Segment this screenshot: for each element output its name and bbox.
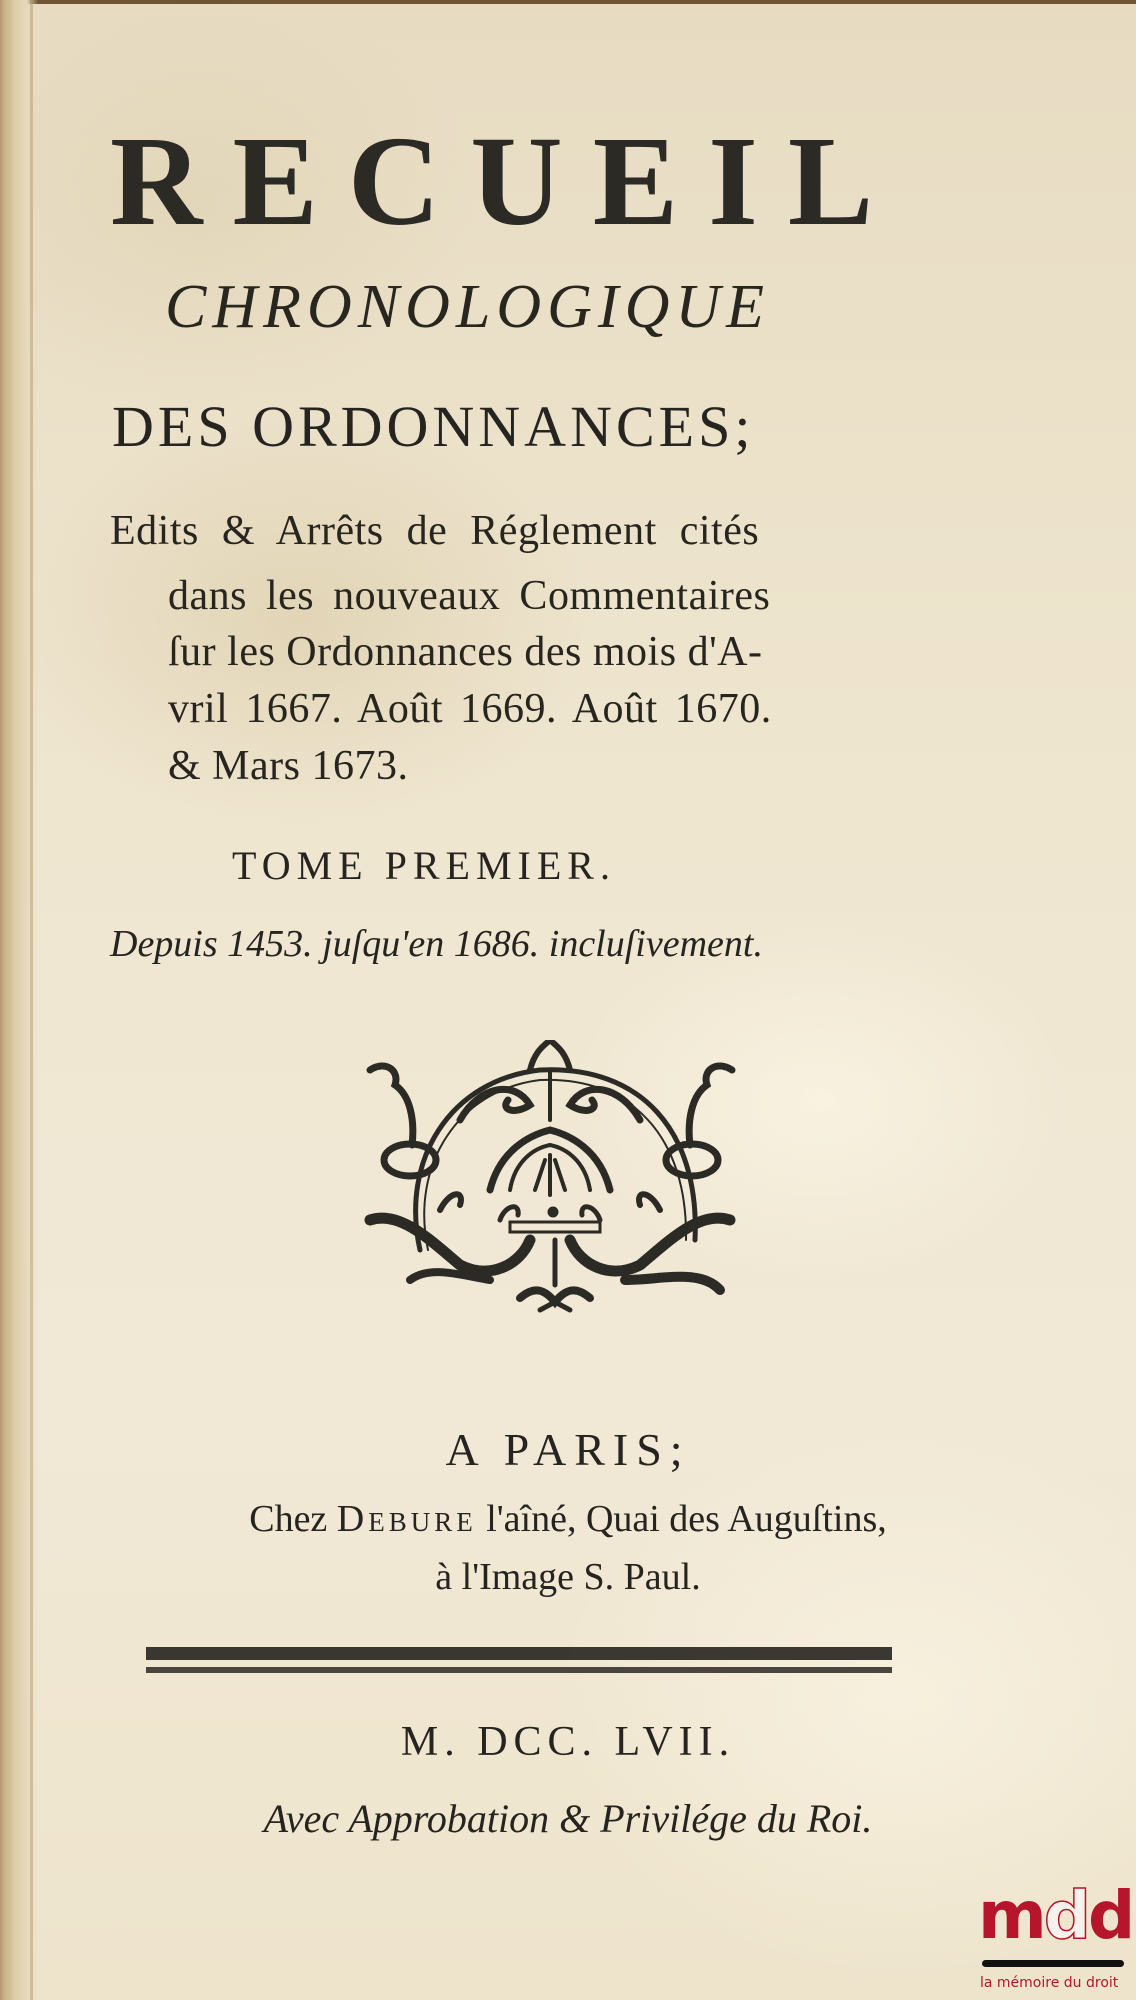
page-top-edge — [0, 0, 1136, 4]
logo-letter-d-outline: d — [1043, 1877, 1089, 1954]
double-rule-thin — [146, 1667, 892, 1673]
imprint-place: A PARIS; — [445, 1424, 691, 1475]
logo-bar — [982, 1960, 1124, 1967]
subtitle-line: Edits & Arrêts de Réglement cités — [110, 508, 760, 554]
floral-vignette-icon — [340, 1040, 760, 1320]
title-line-3: DES ORDONNANCES; — [112, 394, 755, 459]
subtitle-line: vril 1667. Août 1669. Août 1670. — [168, 686, 772, 732]
imprint-address: à l'Image S. Paul. — [435, 1556, 701, 1598]
double-rule-thick — [146, 1647, 892, 1660]
logo-wordmark — [978, 1877, 1133, 1954]
publisher-name: Debure — [336, 1498, 477, 1540]
publisher-suffix: l'aîné, Quai des Auguſtins, — [476, 1498, 887, 1540]
subtitle-line: ſur les Ordonnances des mois d'A- — [168, 629, 763, 675]
logo-letter-m: m — [978, 1877, 1044, 1954]
logo-letter-d: d — [1088, 1877, 1133, 1954]
publisher-prefix: Chez — [249, 1498, 337, 1540]
royal-privilege: Avec Approbation & Privilége du Roi. — [263, 1796, 873, 1841]
title-main: RECUEIL — [110, 110, 904, 252]
imprint-publisher — [0, 1497, 1136, 1541]
spine-fold-line — [30, 0, 33, 2000]
logo-tagline: la mémoire du droit — [980, 1975, 1119, 1991]
date-range: Depuis 1453. juſqu'en 1686. incluſivement. — [110, 923, 763, 965]
subtitle-line: & Mars 1673. — [168, 743, 409, 789]
mdd-logo — [978, 1877, 1133, 2000]
subtitle-line: dans les nouveaux Commentaires — [168, 573, 771, 619]
volume-label: TOME PREMIER. — [232, 843, 616, 888]
title-line-2: CHRONOLOGIQUE — [165, 273, 770, 341]
publication-year: M. DCC. LVII. — [400, 1719, 736, 1765]
